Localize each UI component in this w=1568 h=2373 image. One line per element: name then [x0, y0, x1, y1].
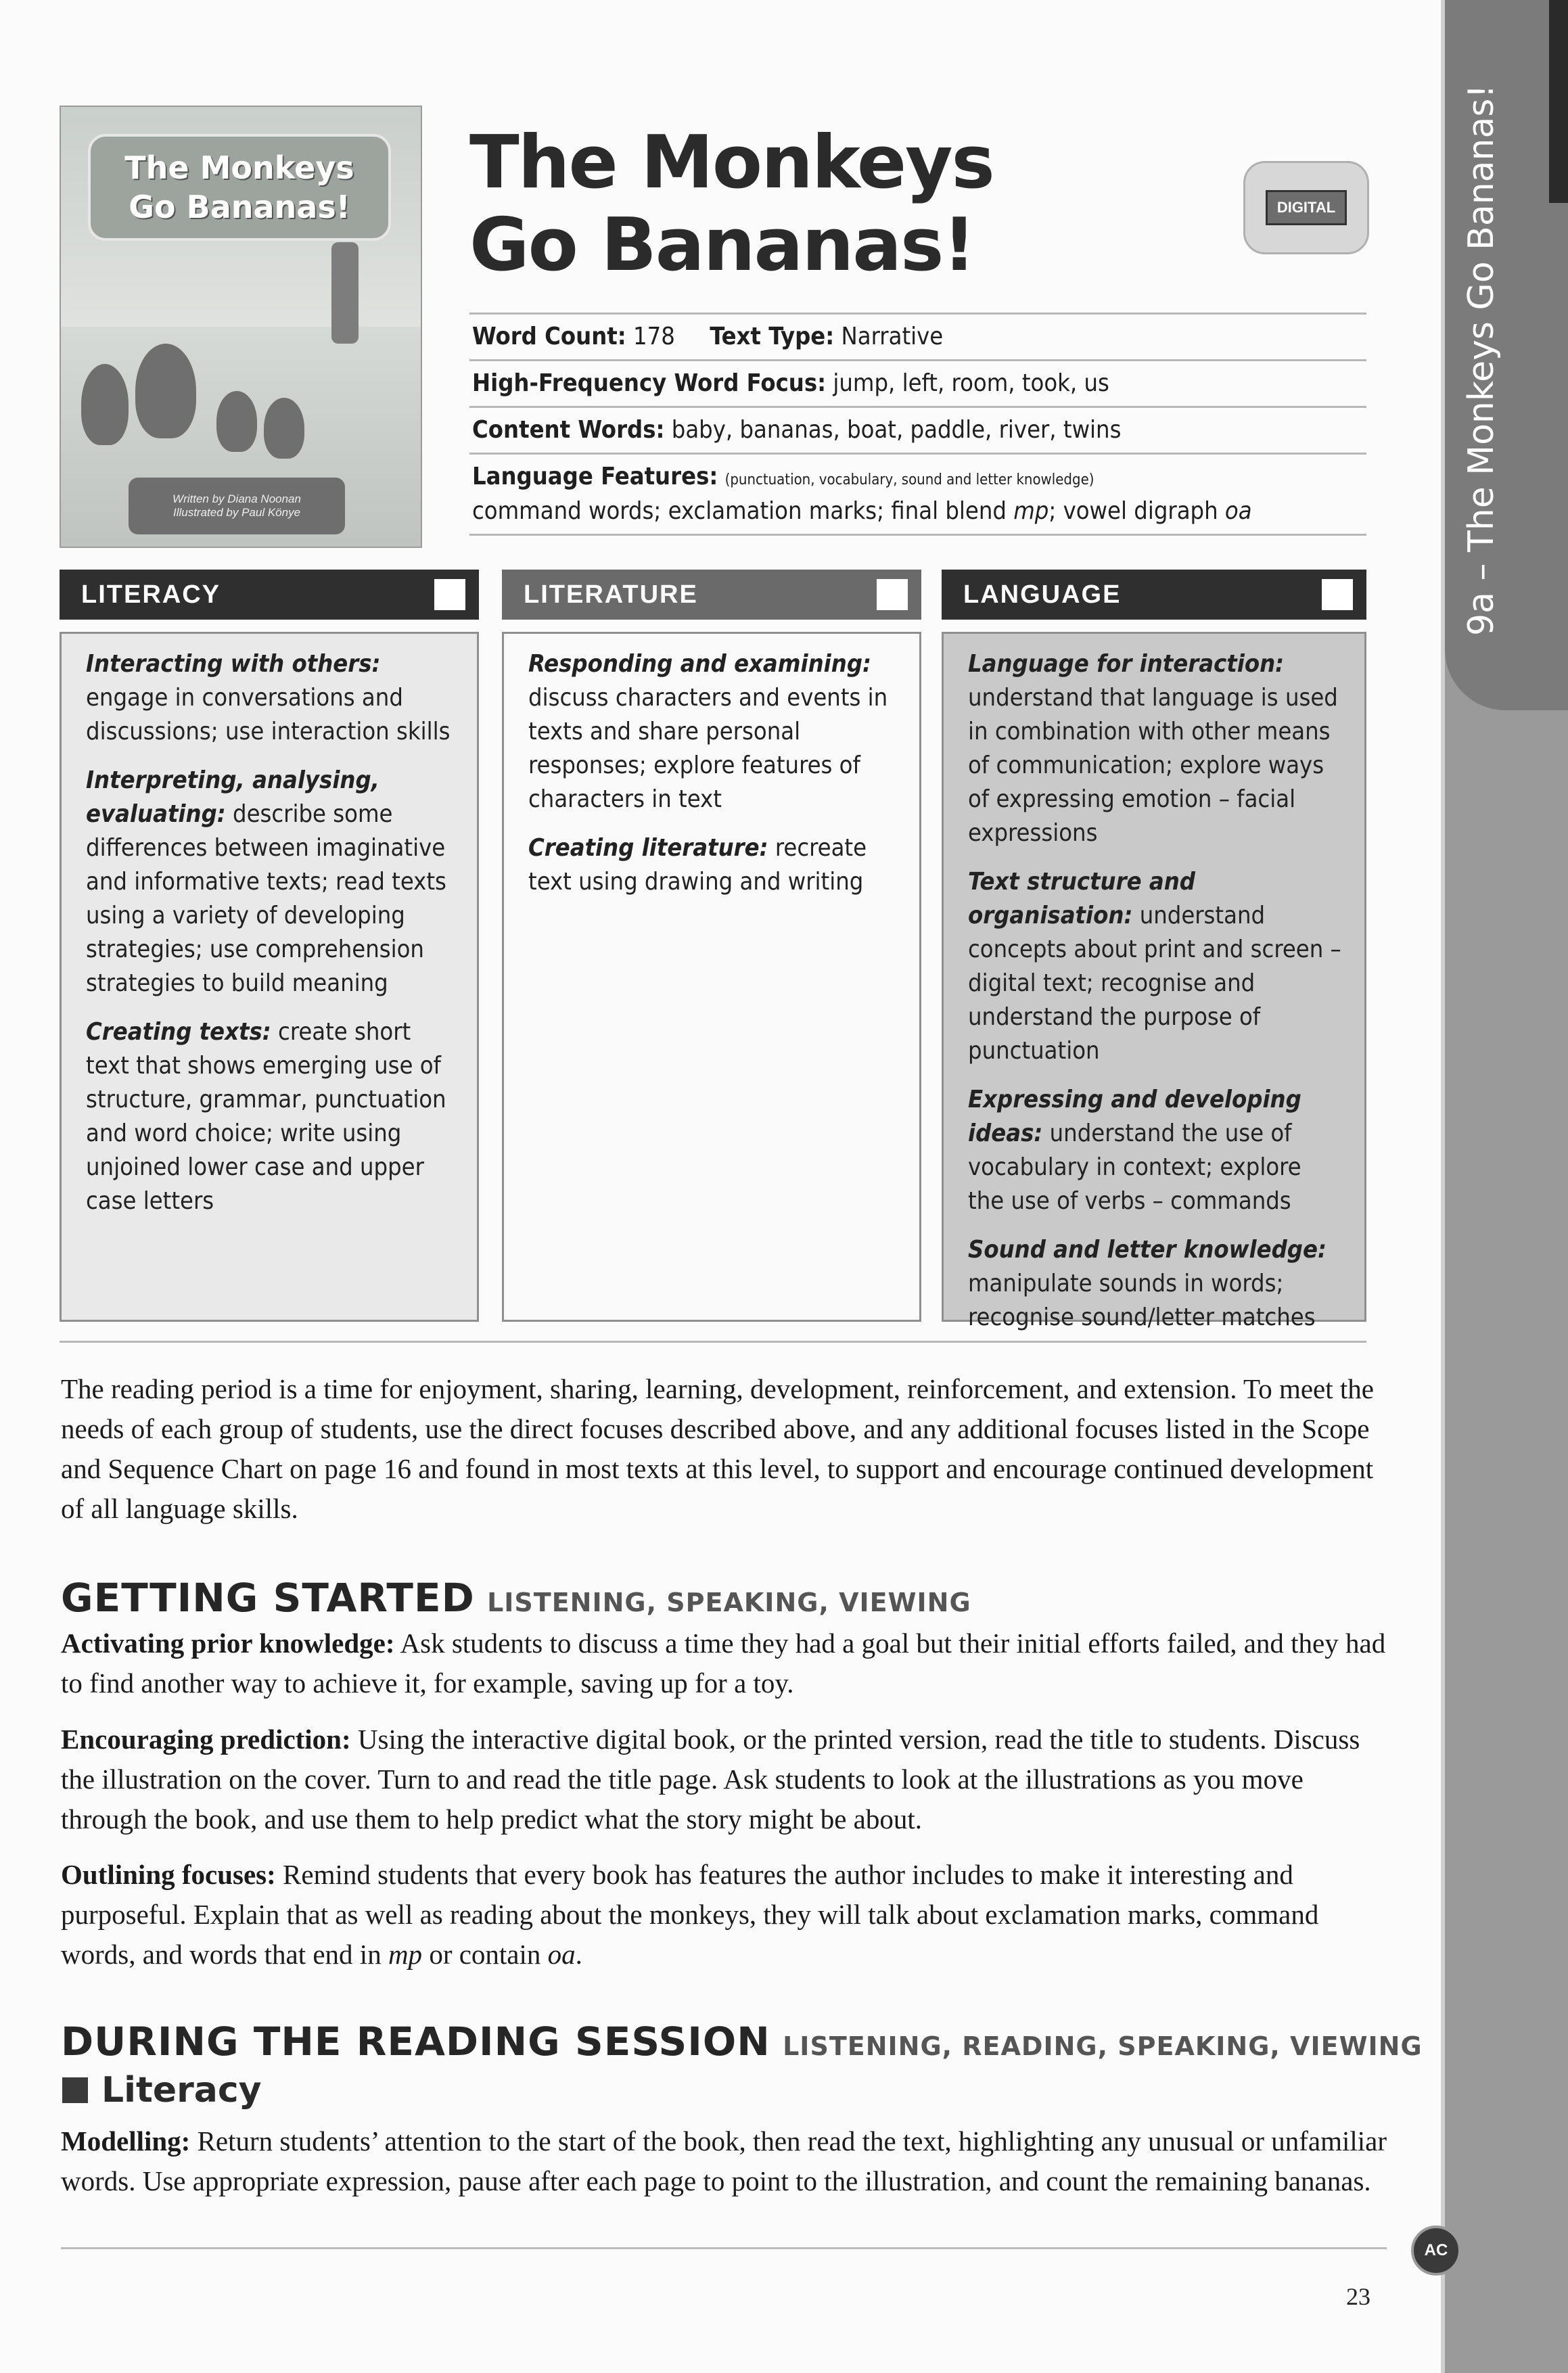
- literature-body: [502, 632, 921, 1322]
- info-divider: [469, 534, 1366, 536]
- item-label: Expressing and developing ideas:: [968, 1086, 1301, 1147]
- language-body: [942, 632, 1366, 1331]
- book-info: [469, 313, 1366, 536]
- item-label: Creating literature:: [528, 834, 768, 862]
- item-text: create short text that shows emerging use of structure, grammar, punctuation and word choice; write using unjoined lower case and upper case letters: [86, 1018, 446, 1215]
- item-text: engage in conversations and discussions; use interaction skills: [86, 684, 451, 745]
- item-text: understand concepts about print and screen – digital text; recognise and understand the purpose of punctuation: [968, 902, 1341, 1065]
- item-text: understand that language is used in combination with other means of communication; explore ways of expressing emotion – facial expressions: [968, 684, 1338, 847]
- item-text: understand the use of vocabulary in context; explore the use of verbs – commands: [968, 1120, 1301, 1215]
- item-label: Responding and examining:: [528, 650, 871, 678]
- literacy-body: [60, 632, 479, 1322]
- subheading-text: Literacy: [101, 2070, 262, 2111]
- intro-paragraph: The reading period is a time for enjoyment, sharing, learning, development, reinforcement, and extension. To meet the needs of each group of students, use the direct focuses described above, and any additional focuses listed in the Scope and Sequence Chart on page 16 and found in most texts at this level, to support and encourage continued development of all language skills.: [61, 1373, 1374, 1524]
- checkbox-icon[interactable]: [1322, 579, 1353, 610]
- item-label: Language for interaction:: [968, 650, 1285, 678]
- cover-title: The Monkeys Go Bananas!: [124, 149, 354, 225]
- para-label: Outlining focuses:: [61, 1859, 276, 1890]
- info-row-hfw: [469, 359, 1366, 406]
- hfw-label: High-Frequency Word Focus:: [472, 369, 827, 397]
- checkbox-icon[interactable]: [877, 579, 908, 610]
- language-item: [968, 1233, 1344, 1335]
- word-count-value: 178: [633, 323, 675, 350]
- literacy-item: [86, 764, 457, 1000]
- during-reading-heading: [61, 2019, 1423, 2065]
- content-words-label: Content Words:: [472, 416, 665, 444]
- literature-column: [502, 570, 921, 1322]
- palm-tree-illustration: [331, 242, 359, 344]
- section-subtitle: LISTENING, SPEAKING, VIEWING: [487, 1588, 971, 1617]
- publisher-logo-icon: AC: [1411, 2226, 1461, 2276]
- monkey-illustration: [264, 398, 304, 459]
- para-text: or contain: [422, 1939, 548, 1970]
- modelling: [61, 2121, 1387, 2201]
- language-features-oa: oa: [1224, 497, 1252, 525]
- checkbox-icon[interactable]: [434, 579, 465, 610]
- cover-credits: [129, 478, 345, 534]
- chapter-tab-label: 9a – The Monkeys Go Bananas!: [1461, 84, 1502, 636]
- para-label: Encouraging prediction:: [61, 1724, 351, 1755]
- digital-badge-label: DIGITAL: [1266, 190, 1347, 225]
- para-italic-oa: oa: [547, 1939, 576, 1970]
- para-text: .: [575, 1939, 582, 1970]
- getting-started-heading: [61, 1575, 971, 1621]
- item-label: Sound and letter knowledge:: [968, 1236, 1327, 1264]
- monkey-illustration: [135, 344, 196, 438]
- cover-author: Written by Diana Noonan: [172, 492, 301, 505]
- language-item: [968, 865, 1344, 1068]
- section-subtitle: LISTENING, READING, SPEAKING, VIEWING: [783, 2031, 1423, 2061]
- activating-prior-knowledge: [61, 1623, 1387, 1703]
- para-label: Activating prior knowledge:: [61, 1628, 395, 1659]
- monkey-illustration: [81, 364, 129, 445]
- item-text: discuss characters and events in texts and share personal responses; explore features of characters in text: [528, 684, 888, 813]
- language-features-mp: mp: [1013, 497, 1049, 525]
- language-heading: LANGUAGE: [963, 580, 1122, 609]
- section-title: GETTING STARTED: [61, 1575, 475, 1621]
- item-label: Interacting with others:: [86, 650, 381, 678]
- literacy-item: [86, 647, 457, 749]
- binding-shadow: [1549, 0, 1568, 203]
- info-row-content-words: [469, 406, 1366, 453]
- outlining-focuses: [61, 1855, 1387, 1975]
- literature-header: [502, 570, 921, 620]
- monkey-illustration: [216, 391, 257, 452]
- footer-divider: [61, 2247, 1387, 2249]
- hfw-value: jump, left, room, took, us: [833, 369, 1109, 397]
- info-row-word-count: [469, 313, 1366, 359]
- literature-heading: LITERATURE: [524, 580, 698, 609]
- para-text: Ask students to discuss a time they had a goal but their initial efforts failed, and they had to find another way to achieve it, for example, saving up for a toy.: [61, 1628, 1386, 1699]
- item-text: describe some differences between imaginative and informative texts; read texts using a variety of developing strategies; use comprehension strategies to build meaning: [86, 800, 446, 997]
- literacy-column: [60, 570, 479, 1322]
- cover-title-banner: [88, 134, 391, 241]
- section-title: DURING THE READING SESSION: [61, 2019, 770, 2065]
- encouraging-prediction: [61, 1720, 1387, 1839]
- language-header: [942, 570, 1366, 620]
- columns-divider: [60, 1341, 1366, 1343]
- language-item: [968, 647, 1344, 850]
- language-features-label: Language Features:: [472, 463, 718, 490]
- item-text: manipulate sounds in words; recognise sound/letter matches: [968, 1270, 1316, 1331]
- para-italic-mp: mp: [388, 1939, 423, 1970]
- item-label: Text structure and organisation:: [968, 868, 1195, 929]
- para-text: Remind students that every book has features the author includes to make it interesting and purposeful. Explain that as well as reading about the monkeys, they will talk about exclamation marks, command words, and words that end in: [61, 1859, 1319, 1970]
- para-label: Modelling:: [61, 2125, 191, 2157]
- text-type-value: Narrative: [841, 323, 944, 350]
- cover-illustrator: Illustrated by Paul Könye: [172, 506, 301, 519]
- square-bullet-icon: [62, 2077, 88, 2103]
- literacy-heading: LITERACY: [81, 580, 221, 609]
- info-row-language-features: [469, 453, 1366, 534]
- content-words-value: baby, bananas, boat, paddle, river, twins: [671, 416, 1122, 444]
- literacy-subheading: [62, 2070, 262, 2111]
- language-item: [968, 1083, 1344, 1218]
- literature-item: [528, 647, 899, 816]
- literacy-item: [86, 1015, 457, 1218]
- language-features-value: command words; exclamation marks; final blend: [472, 497, 1014, 525]
- text-type-label: Text Type:: [710, 323, 835, 350]
- para-text: Using the interactive digital book, or the printed version, read the title to students. Discuss the illustration on the cover. Turn to and read the title page. Ask students to look at the illustrations as you move through the book, and use them to help predict what the story might be about.: [61, 1724, 1360, 1835]
- language-features-value-2: ; vowel digraph: [1048, 497, 1225, 525]
- para-text: Return students’ attention to the start of the book, then read the text, highlighting any unusual or unfamiliar words. Use appropriate expression, pause after each page to point to the illustration, and count the remaining bananas.: [61, 2125, 1387, 2196]
- item-label: Creating texts:: [86, 1018, 271, 1046]
- literature-item: [528, 831, 899, 899]
- language-features-note: (punctuation, vocabulary, sound and letter knowledge): [724, 471, 1094, 488]
- digital-badge[interactable]: [1243, 161, 1369, 254]
- item-text: recreate text using drawing and writing: [528, 834, 867, 896]
- word-count-label: Word Count:: [472, 323, 626, 350]
- page-number: 23: [1346, 2283, 1370, 2310]
- page-title: The Monkeys Go Bananas!: [469, 120, 994, 287]
- language-column: [942, 570, 1366, 1331]
- item-label: Interpreting, analysing, evaluating:: [86, 766, 379, 828]
- book-cover-image: [60, 106, 422, 548]
- literacy-header: [60, 570, 479, 620]
